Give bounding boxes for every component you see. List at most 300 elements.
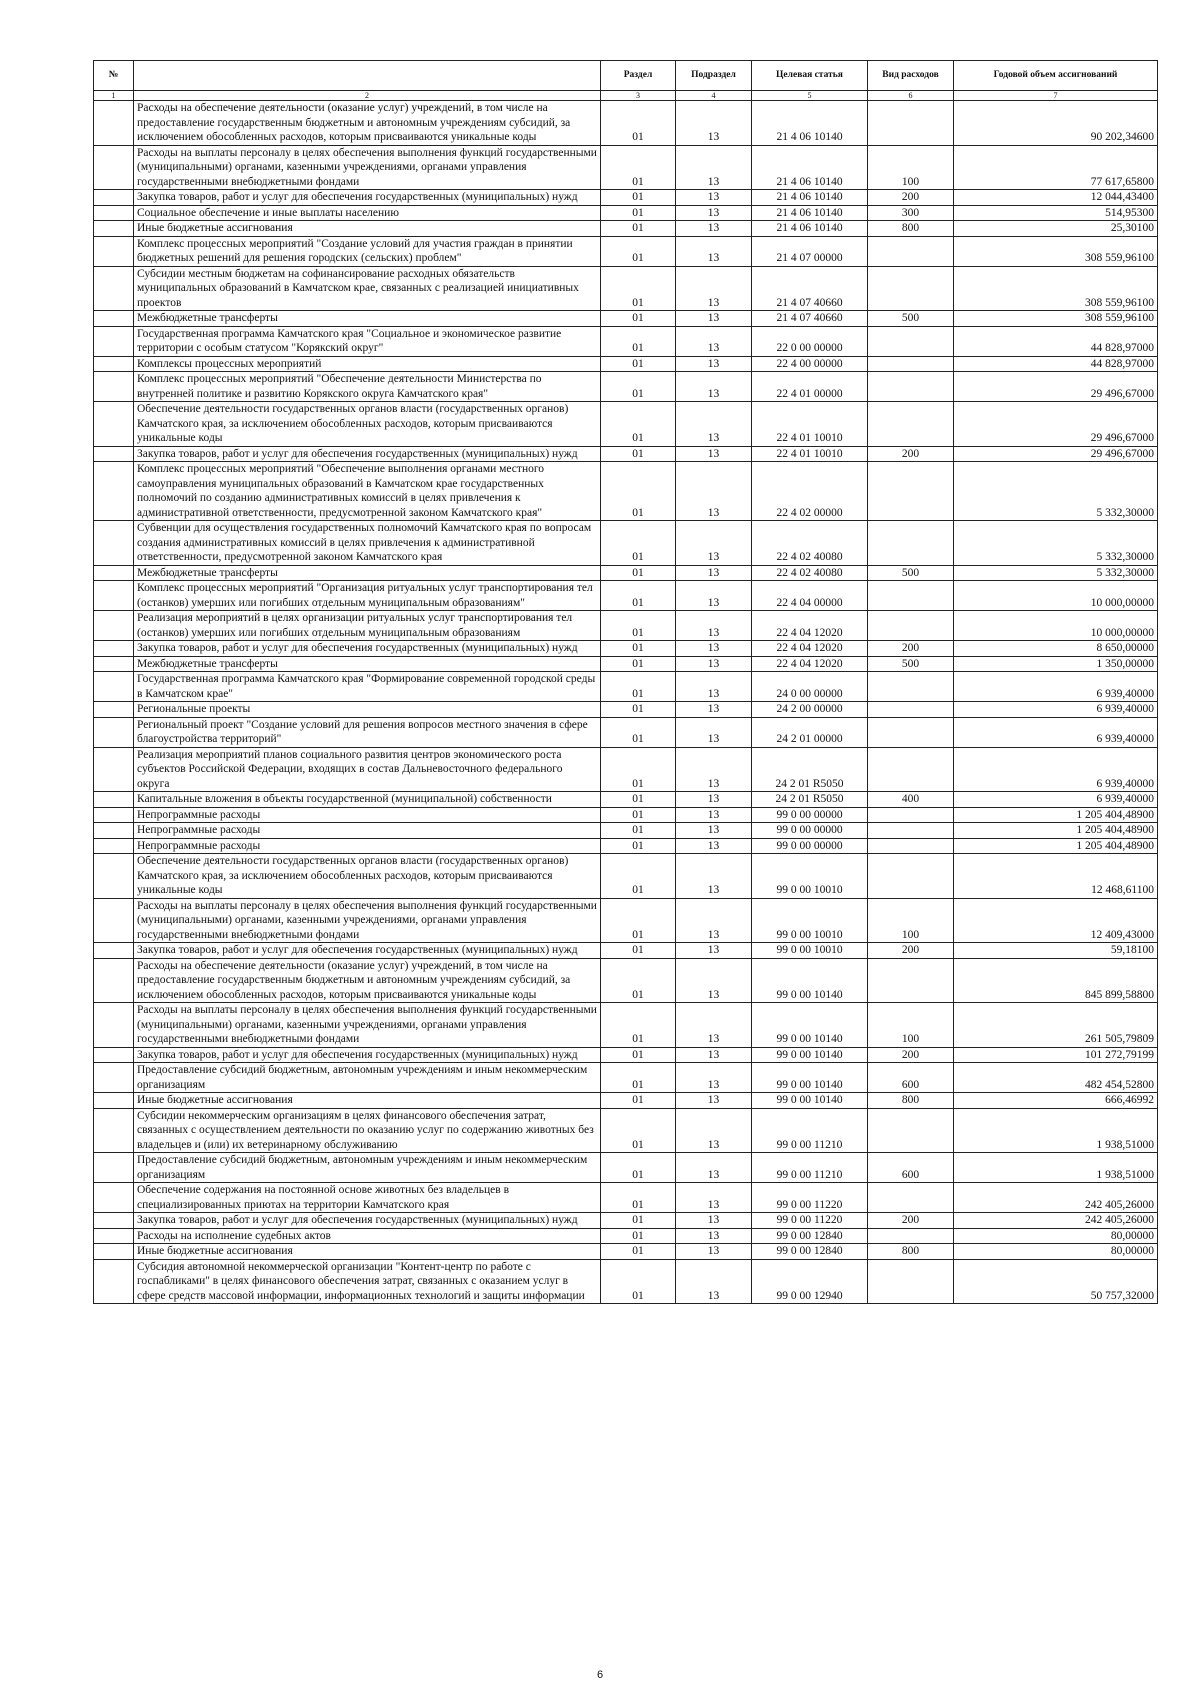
row-target: 21 4 06 10140 — [752, 221, 868, 237]
row-number-cell — [94, 854, 134, 899]
row-razdel: 01 — [601, 1047, 676, 1063]
row-amount: 308 559,96100 — [954, 266, 1158, 311]
row-name: Межбюджетные трансферты — [134, 311, 601, 327]
row-podrazdel: 13 — [676, 1063, 752, 1093]
row-amount: 90 202,34600 — [954, 101, 1158, 146]
row-vid: 800 — [868, 221, 954, 237]
row-vid: 600 — [868, 1063, 954, 1093]
row-target: 21 4 06 10140 — [752, 101, 868, 146]
row-name: Расходы на обеспечение деятельности (оказание услуг) учреждений, в том числе на предоставление государственным бюджетным и автономным учреждениям субсидий, за исключением обособленных расходов, которым присваиваются уникальные коды — [134, 101, 601, 146]
row-podrazdel: 13 — [676, 702, 752, 718]
row-podrazdel: 13 — [676, 641, 752, 657]
row-amount: 44 828,97000 — [954, 326, 1158, 356]
row-razdel: 01 — [601, 898, 676, 943]
row-amount: 308 559,96100 — [954, 311, 1158, 327]
row-vid — [868, 958, 954, 1003]
row-number-cell — [94, 702, 134, 718]
table-row — [94, 1108, 1158, 1153]
row-razdel: 01 — [601, 101, 676, 146]
row-number-cell — [94, 1093, 134, 1109]
header-amount: Годовой объем ассигнований — [954, 61, 1158, 91]
row-target: 21 4 07 40660 — [752, 266, 868, 311]
row-amount: 10 000,00000 — [954, 611, 1158, 641]
row-target: 99 0 00 12940 — [752, 1259, 868, 1304]
row-vid — [868, 462, 954, 521]
row-vid — [868, 717, 954, 747]
table-row — [94, 838, 1158, 854]
row-razdel: 01 — [601, 747, 676, 792]
row-razdel: 01 — [601, 236, 676, 266]
row-target: 99 0 00 12840 — [752, 1244, 868, 1260]
row-podrazdel: 13 — [676, 101, 752, 146]
row-number-cell — [94, 101, 134, 146]
table-row — [94, 672, 1158, 702]
row-vid: 300 — [868, 205, 954, 221]
row-podrazdel: 13 — [676, 747, 752, 792]
row-name: Закупка товаров, работ и услуг для обеспечения государственных (муниципальных) нужд — [134, 190, 601, 206]
row-target: 99 0 00 10140 — [752, 1047, 868, 1063]
table-row — [94, 943, 1158, 959]
row-target: 22 4 00 00000 — [752, 356, 868, 372]
row-name: Субвенции для осуществления государственных полномочий Камчатского края по вопросам создания административных комиссий в целях привлечения к административной ответственности, предусмотренной законом Камчатского края — [134, 521, 601, 566]
row-amount: 1 938,51000 — [954, 1153, 1158, 1183]
row-razdel: 01 — [601, 1003, 676, 1048]
table-row — [94, 702, 1158, 718]
row-target: 24 2 01 R5050 — [752, 747, 868, 792]
table-row — [94, 1093, 1158, 1109]
table-row — [94, 356, 1158, 372]
row-target: 99 0 00 11220 — [752, 1213, 868, 1229]
row-amount: 308 559,96100 — [954, 236, 1158, 266]
row-name: Комплекс процессных мероприятий "Обеспечение выполнения органами местного самоуправления муниципальных образований в Камчатском крае государственных полномочий по созданию административных комиссий в целях привлечения к административной ответственности, предусмотренной законом Камчатского края" — [134, 462, 601, 521]
row-name: Реализация мероприятий планов социального развития центров экономического роста субъектов Российской Федерации, входящих в состав Дальневосточного федерального округа — [134, 747, 601, 792]
row-name: Комплекс процессных мероприятий "Обеспечение деятельности Министерства по внутренней политике и развитию Корякского округа Камчатского края" — [134, 372, 601, 402]
row-razdel: 01 — [601, 943, 676, 959]
header-vid: Вид расходов — [868, 61, 954, 91]
row-name: Обеспечение деятельности государственных органов власти (государственных органов) Камчатского края, за исключением обособленных расходов, которым присваиваются уникальные коды — [134, 854, 601, 899]
row-target: 21 4 06 10140 — [752, 145, 868, 190]
row-target: 99 0 00 10010 — [752, 898, 868, 943]
row-vid: 200 — [868, 446, 954, 462]
row-target: 22 4 01 00000 — [752, 372, 868, 402]
table-row — [94, 656, 1158, 672]
header-name — [134, 61, 601, 91]
row-vid — [868, 672, 954, 702]
row-razdel: 01 — [601, 462, 676, 521]
row-name: Предоставление субсидий бюджетным, автономным учреждениям и иным некоммерческим организациям — [134, 1063, 601, 1093]
row-podrazdel: 13 — [676, 311, 752, 327]
row-podrazdel: 13 — [676, 356, 752, 372]
row-vid — [868, 236, 954, 266]
row-amount: 5 332,30000 — [954, 462, 1158, 521]
row-vid: 100 — [868, 145, 954, 190]
row-vid: 200 — [868, 1047, 954, 1063]
row-podrazdel: 13 — [676, 656, 752, 672]
table-row — [94, 205, 1158, 221]
table-row — [94, 402, 1158, 447]
table-row — [94, 1259, 1158, 1304]
row-amount: 6 939,40000 — [954, 717, 1158, 747]
row-target: 99 0 00 11210 — [752, 1108, 868, 1153]
row-podrazdel: 13 — [676, 145, 752, 190]
row-number-cell — [94, 943, 134, 959]
row-podrazdel: 13 — [676, 1244, 752, 1260]
row-number-cell — [94, 236, 134, 266]
row-name: Закупка товаров, работ и услуг для обеспечения государственных (муниципальных) нужд — [134, 1047, 601, 1063]
row-vid: 500 — [868, 565, 954, 581]
table-row — [94, 565, 1158, 581]
table-row — [94, 747, 1158, 792]
row-target: 22 4 01 10010 — [752, 446, 868, 462]
row-razdel: 01 — [601, 1259, 676, 1304]
row-number-cell — [94, 641, 134, 657]
row-podrazdel: 13 — [676, 672, 752, 702]
row-name: Иные бюджетные ассигнования — [134, 1244, 601, 1260]
row-name: Комплекс процессных мероприятий "Создание условий для участия граждан в принятии бюджетных решений для решения городских (сельских) проблем" — [134, 236, 601, 266]
row-number-cell — [94, 1259, 134, 1304]
row-target: 99 0 00 10010 — [752, 854, 868, 899]
row-target: 99 0 00 10140 — [752, 1093, 868, 1109]
row-amount: 6 939,40000 — [954, 702, 1158, 718]
row-number-cell — [94, 372, 134, 402]
row-number-cell — [94, 402, 134, 447]
table-row — [94, 1063, 1158, 1093]
row-name: Комплексы процессных мероприятий — [134, 356, 601, 372]
table-row — [94, 581, 1158, 611]
row-number-cell — [94, 1183, 134, 1213]
row-name: Расходы на исполнение судебных актов — [134, 1228, 601, 1244]
row-amount: 12 468,61100 — [954, 854, 1158, 899]
row-amount: 77 617,65800 — [954, 145, 1158, 190]
row-podrazdel: 13 — [676, 958, 752, 1003]
row-podrazdel: 13 — [676, 1047, 752, 1063]
row-vid — [868, 266, 954, 311]
row-vid — [868, 1228, 954, 1244]
row-target: 99 0 00 10010 — [752, 943, 868, 959]
row-razdel: 01 — [601, 356, 676, 372]
row-vid — [868, 1183, 954, 1213]
row-razdel: 01 — [601, 326, 676, 356]
row-vid: 500 — [868, 311, 954, 327]
row-vid: 200 — [868, 1213, 954, 1229]
table-row — [94, 807, 1158, 823]
table-row — [94, 326, 1158, 356]
row-number-cell — [94, 747, 134, 792]
row-razdel: 01 — [601, 190, 676, 206]
row-name: Обеспечение деятельности государственных органов власти (государственных органов) Камчатского края, за исключением обособленных расходов, которым присваиваются уникальные коды — [134, 402, 601, 447]
table-row — [94, 1244, 1158, 1260]
colnum: 7 — [954, 91, 1158, 101]
row-name: Закупка товаров, работ и услуг для обеспечения государственных (муниципальных) нужд — [134, 943, 601, 959]
row-podrazdel: 13 — [676, 854, 752, 899]
row-vid — [868, 1108, 954, 1153]
column-number-row — [94, 91, 1158, 101]
header-num: № — [94, 61, 134, 91]
colnum: 5 — [752, 91, 868, 101]
row-target: 21 4 07 40660 — [752, 311, 868, 327]
row-amount: 1 938,51000 — [954, 1108, 1158, 1153]
row-name: Субсидии некоммерческим организациям в целях финансового обеспечения затрат, связанных с осуществлением деятельности по оказанию услуг по содержанию животных без владельцев и (или) их ветеринарному обслуживанию — [134, 1108, 601, 1153]
row-target: 24 0 00 00000 — [752, 672, 868, 702]
row-vid: 100 — [868, 898, 954, 943]
row-vid — [868, 326, 954, 356]
row-number-cell — [94, 190, 134, 206]
row-number-cell — [94, 221, 134, 237]
row-name: Реализация мероприятий в целях организации ритуальных услуг транспортирования тел (останков) умерших или погибших отдельным муниципальным образованиям — [134, 611, 601, 641]
row-name: Расходы на выплаты персоналу в целях обеспечения выполнения функций государственными (муниципальными) органами, казенными учреждениями, органами управления государственными внебюджетными фондами — [134, 145, 601, 190]
row-name: Субсидия автономной некоммерческой организации "Контент-центр по работе с госпабликами" в целях финансового обеспечения затрат, связанных с оказанием услуг в сфере средств массовой информации, информационных технологий и защиты информации — [134, 1259, 601, 1304]
row-podrazdel: 13 — [676, 1183, 752, 1213]
row-podrazdel: 13 — [676, 266, 752, 311]
row-target: 22 4 04 00000 — [752, 581, 868, 611]
row-vid — [868, 611, 954, 641]
row-amount: 44 828,97000 — [954, 356, 1158, 372]
row-amount: 80,00000 — [954, 1244, 1158, 1260]
row-amount: 242 405,26000 — [954, 1213, 1158, 1229]
row-podrazdel: 13 — [676, 581, 752, 611]
row-number-cell — [94, 792, 134, 808]
row-name: Обеспечение содержания на постоянной основе животных без владельцев в специализированных приютах на территории Камчатского края — [134, 1183, 601, 1213]
row-number-cell — [94, 266, 134, 311]
row-name: Иные бюджетные ассигнования — [134, 1093, 601, 1109]
row-name: Капитальные вложения в объекты государственной (муниципальной) собственности — [134, 792, 601, 808]
table-row — [94, 521, 1158, 566]
row-number-cell — [94, 611, 134, 641]
table-row — [94, 236, 1158, 266]
row-podrazdel: 13 — [676, 372, 752, 402]
row-name: Закупка товаров, работ и услуг для обеспечения государственных (муниципальных) нужд — [134, 1213, 601, 1229]
row-number-cell — [94, 565, 134, 581]
row-name: Межбюджетные трансферты — [134, 565, 601, 581]
row-podrazdel: 13 — [676, 221, 752, 237]
colnum: 4 — [676, 91, 752, 101]
budget-table-sheet — [93, 60, 1157, 1304]
row-name: Региональные проекты — [134, 702, 601, 718]
table-row — [94, 641, 1158, 657]
row-vid: 800 — [868, 1244, 954, 1260]
row-number-cell — [94, 1228, 134, 1244]
row-razdel: 01 — [601, 581, 676, 611]
row-name: Межбюджетные трансферты — [134, 656, 601, 672]
row-name: Непрограммные расходы — [134, 807, 601, 823]
row-target: 99 0 00 12840 — [752, 1228, 868, 1244]
table-row — [94, 311, 1158, 327]
row-amount: 482 454,52800 — [954, 1063, 1158, 1093]
row-podrazdel: 13 — [676, 807, 752, 823]
row-amount: 514,95300 — [954, 205, 1158, 221]
row-target: 22 4 04 12020 — [752, 656, 868, 672]
row-amount: 1 350,00000 — [954, 656, 1158, 672]
row-name: Закупка товаров, работ и услуг для обеспечения государственных (муниципальных) нужд — [134, 446, 601, 462]
row-vid — [868, 521, 954, 566]
row-podrazdel: 13 — [676, 1003, 752, 1048]
row-razdel: 01 — [601, 446, 676, 462]
row-razdel: 01 — [601, 672, 676, 702]
row-podrazdel: 13 — [676, 1213, 752, 1229]
row-razdel: 01 — [601, 838, 676, 854]
row-target: 22 4 02 40080 — [752, 565, 868, 581]
colnum: 6 — [868, 91, 954, 101]
row-number-cell — [94, 1003, 134, 1048]
row-name: Закупка товаров, работ и услуг для обеспечения государственных (муниципальных) нужд — [134, 641, 601, 657]
row-razdel: 01 — [601, 1093, 676, 1109]
row-amount: 666,46992 — [954, 1093, 1158, 1109]
header-row — [94, 61, 1158, 91]
row-podrazdel: 13 — [676, 823, 752, 839]
table-row — [94, 462, 1158, 521]
row-vid — [868, 702, 954, 718]
row-razdel: 01 — [601, 565, 676, 581]
row-podrazdel: 13 — [676, 611, 752, 641]
row-podrazdel: 13 — [676, 446, 752, 462]
row-razdel: 01 — [601, 702, 676, 718]
row-target: 21 4 06 10140 — [752, 190, 868, 206]
row-target: 22 0 00 00000 — [752, 326, 868, 356]
row-podrazdel: 13 — [676, 1108, 752, 1153]
row-name: Предоставление субсидий бюджетным, автономным учреждениям и иным некоммерческим организациям — [134, 1153, 601, 1183]
row-target: 22 4 02 40080 — [752, 521, 868, 566]
row-podrazdel: 13 — [676, 1228, 752, 1244]
row-number-cell — [94, 823, 134, 839]
row-number-cell — [94, 521, 134, 566]
row-vid — [868, 101, 954, 146]
colnum: 1 — [94, 91, 134, 101]
row-name: Субсидии местным бюджетам на софинансирование расходных обязательств муниципальных образований в Камчатском крае, связанных с реализацией инициативных проектов — [134, 266, 601, 311]
row-number-cell — [94, 1047, 134, 1063]
row-target: 22 4 01 10010 — [752, 402, 868, 447]
row-podrazdel: 13 — [676, 236, 752, 266]
row-number-cell — [94, 838, 134, 854]
table-row — [94, 717, 1158, 747]
row-podrazdel: 13 — [676, 190, 752, 206]
row-podrazdel: 13 — [676, 521, 752, 566]
row-amount: 29 496,67000 — [954, 446, 1158, 462]
row-amount: 8 650,00000 — [954, 641, 1158, 657]
row-vid — [868, 838, 954, 854]
row-razdel: 01 — [601, 521, 676, 566]
row-razdel: 01 — [601, 145, 676, 190]
row-number-cell — [94, 1063, 134, 1093]
row-vid: 800 — [868, 1093, 954, 1109]
row-amount: 12 409,43000 — [954, 898, 1158, 943]
row-number-cell — [94, 656, 134, 672]
row-target: 24 2 01 00000 — [752, 717, 868, 747]
row-amount: 6 939,40000 — [954, 792, 1158, 808]
row-razdel: 01 — [601, 1244, 676, 1260]
row-name: Иные бюджетные ассигнования — [134, 221, 601, 237]
table-row — [94, 1183, 1158, 1213]
table-row — [94, 1153, 1158, 1183]
row-number-cell — [94, 1153, 134, 1183]
table-row — [94, 221, 1158, 237]
row-name: Расходы на выплаты персоналу в целях обеспечения выполнения функций государственными (муниципальными) органами, казенными учреждениями, органами управления государственными внебюджетными фондами — [134, 898, 601, 943]
row-podrazdel: 13 — [676, 898, 752, 943]
table-row — [94, 823, 1158, 839]
row-number-cell — [94, 205, 134, 221]
row-razdel: 01 — [601, 1183, 676, 1213]
row-number-cell — [94, 356, 134, 372]
row-vid — [868, 807, 954, 823]
row-vid — [868, 356, 954, 372]
row-vid: 600 — [868, 1153, 954, 1183]
row-razdel: 01 — [601, 402, 676, 447]
table-row — [94, 101, 1158, 146]
row-target: 99 0 00 10140 — [752, 958, 868, 1003]
header-podrazdel: Подраздел — [676, 61, 752, 91]
row-vid — [868, 854, 954, 899]
row-podrazdel: 13 — [676, 565, 752, 581]
row-amount: 29 496,67000 — [954, 402, 1158, 447]
row-vid — [868, 747, 954, 792]
row-target: 99 0 00 00000 — [752, 823, 868, 839]
table-row — [94, 190, 1158, 206]
row-target: 22 4 02 00000 — [752, 462, 868, 521]
row-vid — [868, 1259, 954, 1304]
row-amount: 12 044,43400 — [954, 190, 1158, 206]
row-vid — [868, 402, 954, 447]
row-amount: 25,30100 — [954, 221, 1158, 237]
table-row — [94, 1213, 1158, 1229]
row-podrazdel: 13 — [676, 326, 752, 356]
row-target: 21 4 06 10140 — [752, 205, 868, 221]
row-razdel: 01 — [601, 1153, 676, 1183]
row-target: 99 0 00 11220 — [752, 1183, 868, 1213]
row-amount: 29 496,67000 — [954, 372, 1158, 402]
row-vid — [868, 372, 954, 402]
row-number-cell — [94, 311, 134, 327]
row-name: Государственная программа Камчатского края "Социальное и экономическое развитие территории с особым статусом "Корякский округ" — [134, 326, 601, 356]
header-razdel: Раздел — [601, 61, 676, 91]
row-podrazdel: 13 — [676, 943, 752, 959]
row-vid — [868, 823, 954, 839]
row-name: Расходы на обеспечение деятельности (оказание услуг) учреждений, в том числе на предоставление государственным бюджетным и автономным учреждениям субсидий, за исключением обособленных расходов, которым присваиваются уникальные коды — [134, 958, 601, 1003]
row-razdel: 01 — [601, 641, 676, 657]
table-row — [94, 898, 1158, 943]
header-target: Целевая статья — [752, 61, 868, 91]
row-number-cell — [94, 446, 134, 462]
row-razdel: 01 — [601, 221, 676, 237]
row-razdel: 01 — [601, 372, 676, 402]
row-number-cell — [94, 672, 134, 702]
row-target: 99 0 00 10140 — [752, 1003, 868, 1048]
budget-table — [93, 60, 1158, 1304]
row-number-cell — [94, 462, 134, 521]
row-amount: 1 205 404,48900 — [954, 807, 1158, 823]
row-amount: 1 205 404,48900 — [954, 838, 1158, 854]
row-name: Расходы на выплаты персоналу в целях обеспечения выполнения функций государственными (муниципальными) органами, казенными учреждениями, органами управления государственными внебюджетными фондами — [134, 1003, 601, 1048]
row-razdel: 01 — [601, 656, 676, 672]
row-podrazdel: 13 — [676, 462, 752, 521]
row-target: 99 0 00 00000 — [752, 807, 868, 823]
table-row — [94, 958, 1158, 1003]
row-target: 21 4 07 00000 — [752, 236, 868, 266]
row-amount: 1 205 404,48900 — [954, 823, 1158, 839]
row-amount: 10 000,00000 — [954, 581, 1158, 611]
row-vid: 200 — [868, 190, 954, 206]
table-row — [94, 446, 1158, 462]
row-podrazdel: 13 — [676, 792, 752, 808]
row-vid: 100 — [868, 1003, 954, 1048]
row-target: 22 4 04 12020 — [752, 611, 868, 641]
row-number-cell — [94, 145, 134, 190]
row-name: Комплекс процессных мероприятий "Организация ритуальных услуг транспортирования тел (останков) умерших или погибших отдельным муниципальным образованиям" — [134, 581, 601, 611]
row-target: 99 0 00 11210 — [752, 1153, 868, 1183]
row-podrazdel: 13 — [676, 838, 752, 854]
row-number-cell — [94, 326, 134, 356]
row-target: 24 2 00 00000 — [752, 702, 868, 718]
row-number-cell — [94, 898, 134, 943]
row-razdel: 01 — [601, 311, 676, 327]
